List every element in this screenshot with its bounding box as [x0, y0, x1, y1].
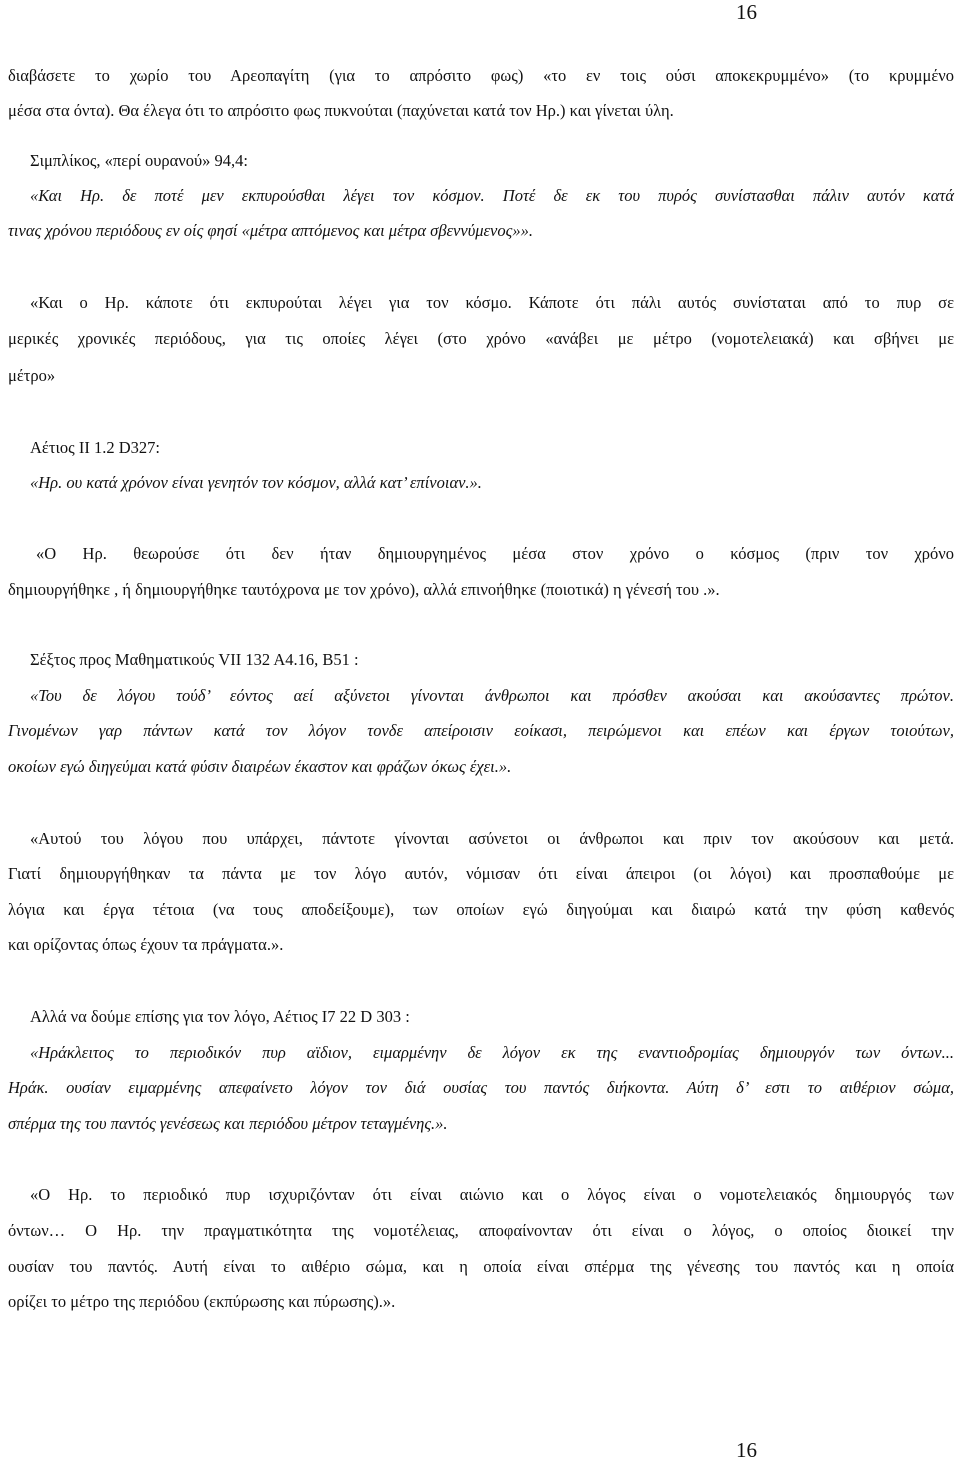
quote-line: τινας χρόνου περιόδους εν οίς φησί «μέτρα απτόμενος και μέτρα σβεννύμενος»».	[8, 221, 533, 240]
quote-line: «Του δε λόγου τούδ’ εόντος αεί αξύνετοι γίνονται άνθρωποι και πρόσθεν ακούσαι και ακούσαντες πρώτον.	[30, 686, 954, 705]
text-line: διαβάσετε το χωρίο του Αρεοπαγίτη (για το απρόσιτο φως) «το εν τοις ούσι αποκεκρυμμένο» (το κρυμμένο	[8, 66, 954, 85]
translation-line: «Αυτού του λόγου που υπάρχει, πάντοτε γίνονται ασύνετοι οι άνθρωποι και πριν τον ακούσουν και μετά.	[30, 829, 954, 848]
translation-line: ουσίαν του παντός. Αυτή είναι το αιθέριο σώμα, και η οποία είναι σπέρμα της γένεσης του παντός και η οποία	[8, 1257, 954, 1276]
translation-line: μέτρο»	[8, 366, 56, 385]
quote-line: Ηράκ. ουσίαν ειμαρμένης απεφαίνετο λόγον τον διά ουσίας του παντός διήκοντα. Αύτη δ’ εστι το αιθέριον σώμα,	[8, 1078, 954, 1097]
source-heading: Αλλά να δούμε επίσης για τον λόγο, Αέτιος Ι7 22 D 303 :	[30, 1007, 410, 1026]
translation-line: Γιατί δημιουργήθηκαν τα πάντα με τον λόγο αυτόν, νόμισαν ότι είναι άπειροι (οι λόγοι) και προσπαθούμε με	[8, 864, 954, 883]
source-heading: Αέτιος ΙΙ 1.2 D327:	[30, 438, 160, 457]
translation-line: «Ο Ηρ. θεωρούσε ότι δεν ήταν δημιουργημένος μέσα στον χρόνο ο κόσμος (πριν τον χρόνο	[36, 544, 954, 563]
source-heading: Σιμπλίκος, «περί ουρανού» 94,4:	[30, 151, 248, 170]
translation-line: «Ο Ηρ. το περιοδικό πυρ ισχυριζόνταν ότι είναι αιώνιο και ο λόγος είναι ο νομοτελειακός δημιουργός των	[30, 1185, 954, 1204]
translation-line: λόγια και έργα τέτοια (να τους αποδείξουμε), των οποίων εγώ διηγούμαι και διαιρώ κατά την φύση καθενός	[8, 900, 954, 919]
translation-line: μερικές χρονικές περιόδους, για τις οποίες λέγει (στο χρόνο «ανάβει με μέτρο (νομοτελειακά) και σβήνει με	[8, 329, 954, 348]
quote-line: «Ηρ. ου κατά χρόνον είναι γενητόν τον κόσμον, αλλά κατ’ επίνοιαν.».	[30, 473, 482, 492]
text-line: μέσα στα όντα). Θα έλεγα ότι το απρόσιτο φως πυκνούται (παχύνεται κατά τον Ηρ.) και γίνεται ύλη.	[8, 101, 674, 120]
source-heading: Σέξτος προς Μαθηματικούς VII 132 A4.16, B51 :	[30, 650, 359, 669]
quote-line: «Ηράκλειτος το περιοδικόν πυρ αϊδιον, ειμαρμένην δε λόγον εκ της εναντιοδρομίας δημιουργόν των όντων...	[30, 1043, 954, 1062]
quote-line: οκοίων εγώ διηγεύμαι κατά φύσιν διαιρέων έκαστον και φράζων όκως έχει.».	[8, 757, 512, 776]
quote-line: Γινομένων γαρ πάντων κατά τον λόγον τονδε απείροισιν εοίκασι, πειρώμενοι και επέων και έργων τοιούτων,	[8, 721, 954, 740]
header-page-number: 16	[736, 0, 757, 24]
quote-line: «Και Ηρ. δε ποτέ μεν εκπυρούσθαι λέγει τον κόσμον. Ποτέ δε εκ του πυρός συνίστασθαι πάλιν αυτόν κατά	[30, 186, 954, 205]
footer-page-number: 16	[736, 1438, 757, 1462]
quote-line: σπέρμα της του παντός γενέσεως και περιόδου μέτρον τεταγμένης.».	[8, 1114, 448, 1133]
translation-line: ορίζει το μέτρο της περιόδου (εκπύρωσης και πύρωσης).».	[8, 1292, 396, 1311]
translation-line: και ορίζοντας όπως έχουν τα πράγματα.».	[8, 935, 284, 954]
translation-line: «Και ο Ηρ. κάποτε ότι εκπυρούται λέγει για τον κόσμο. Κάποτε ότι πάλι αυτός συνίσταται από το πυρ σε	[30, 293, 954, 312]
translation-line: δημιουργήθηκε , ή δημιουργήθηκε ταυτόχρονα με τον χρόνο), αλλά επινοήθηκε (ποιοτικά) η γένεσή του .».	[8, 580, 720, 599]
translation-line: όντων… Ο Ηρ. την πραγματικότητα της νομοτέλειας, αποφαίνονταν ότι είναι ο λόγος, ο οποίος διοικεί την	[8, 1221, 954, 1240]
